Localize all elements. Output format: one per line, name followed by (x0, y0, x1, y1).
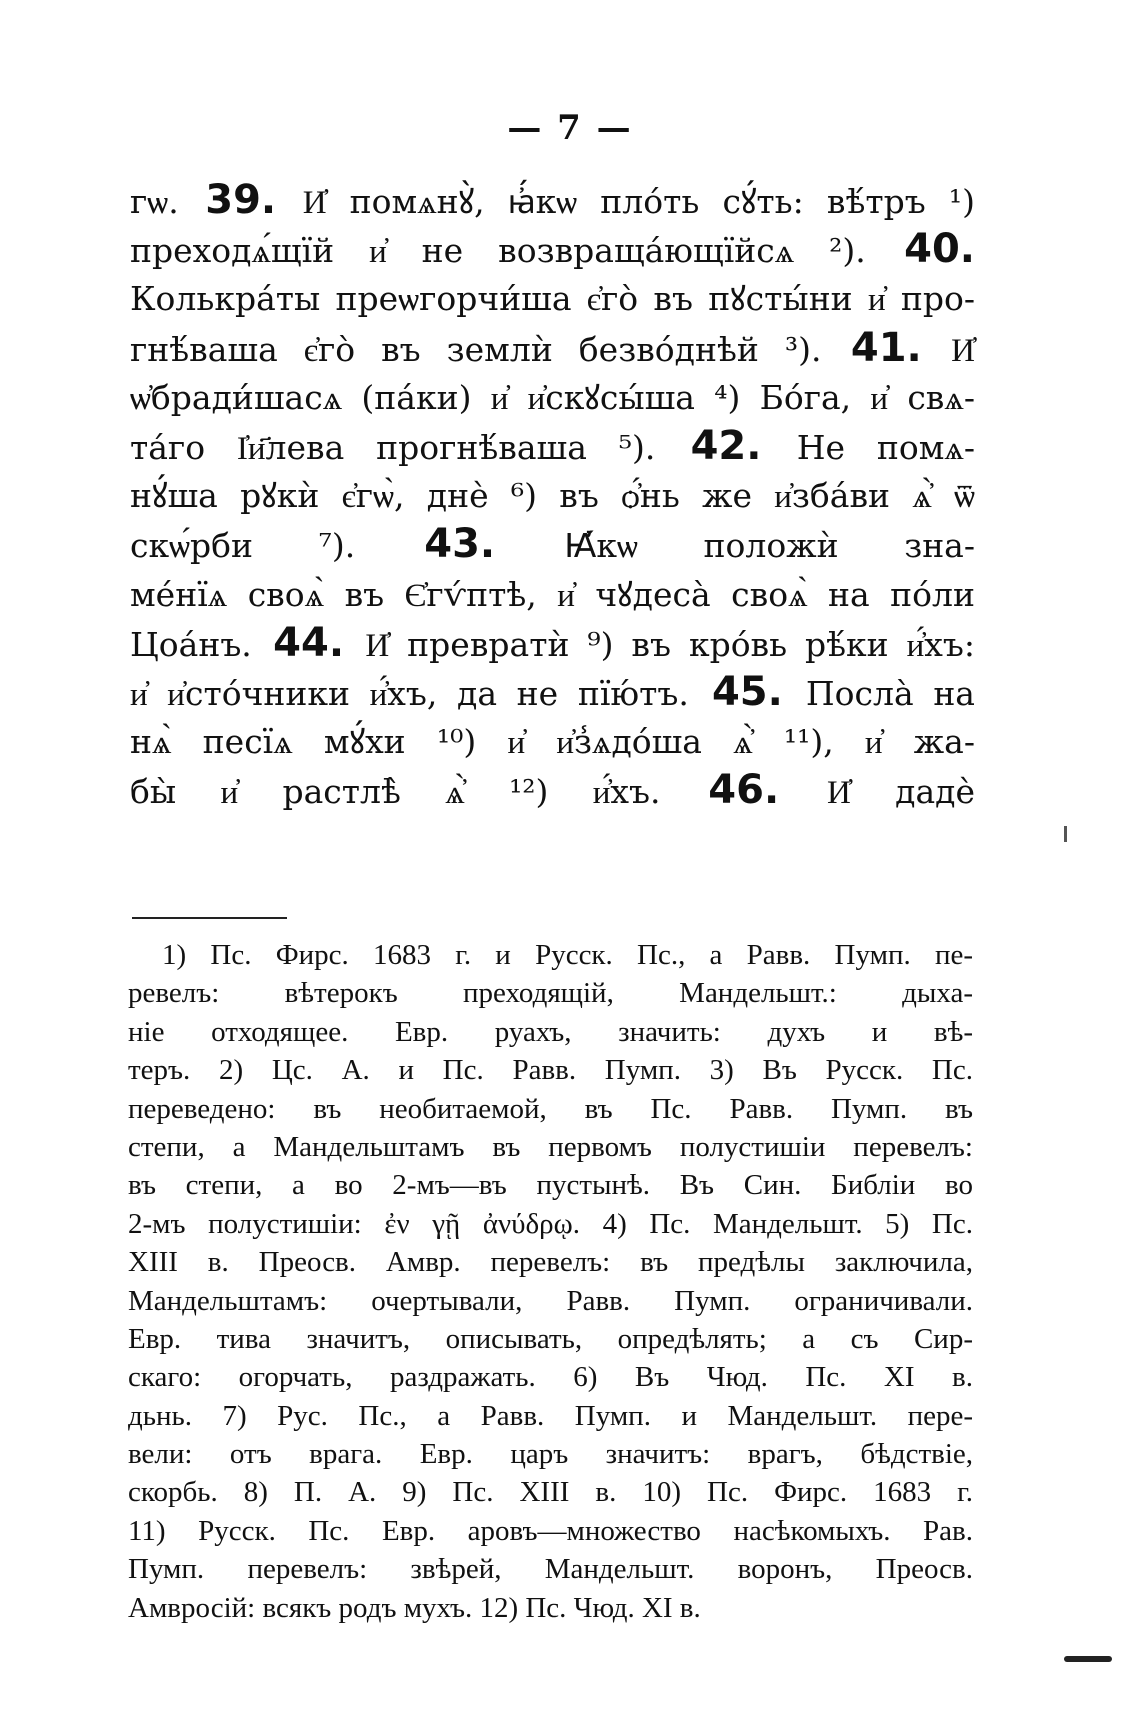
footnote-line: 2-мъ полустишіи: ἐν γῇ ἀνύδρῳ. 4) Пс. Мандельшт. 5) Пс. (128, 1207, 973, 1240)
footnote-line: дьнь. 7) Рус. Пс., а Равв. Пумп. и Мандельшт. пере- (128, 1399, 973, 1432)
footnote-line: XIII в. Преосв. Амвр. перевелъ: въ предѣлы заключила, (128, 1246, 973, 1279)
line-text: бы̀ и҆ растлѣ̀ ѧ҆̀ ¹²) и҆́хъ. (130, 772, 661, 812)
verse-number: 44. (251, 619, 366, 666)
footnote-line: въ степи, а во 2-мъ—въ пустынѣ. Въ Син. Библіи во (128, 1169, 973, 1202)
line-text: И҆ (951, 329, 975, 369)
line-text: скѡ́рби ⁷). (130, 526, 356, 566)
line-text: гнѣ́ваша є҆го̀ въ землѝ безво́днѣй ³). (130, 329, 822, 369)
footnote-line: степи, а Мандельштамъ въ первомъ полустишіи перевелъ: (128, 1130, 973, 1163)
verse-number: 43. (355, 521, 565, 568)
line-text: та́го І҆и҃лева прогнѣ́ваша ⁵). (130, 427, 656, 467)
text-line (130, 766, 975, 815)
verse-number: 45. (688, 668, 806, 715)
line-text: Посла̀ на (805, 673, 975, 713)
line-text: гѡ. (130, 182, 179, 221)
line-text: ѡ҆бради́шасѧ (па́ки) и҆ и҆скꙋсы́ша ⁴) Бо́га, и҆ свѧ- (130, 377, 975, 417)
line-text: и҆ и҆сто́чники и҆́хъ, да не пїю́тъ. (130, 673, 689, 713)
footnote-line: 11) Русск. Пс. Евр. аровъ—множество насѣкомыхъ. Рав. (128, 1514, 973, 1547)
verse-number: 39. (178, 177, 303, 223)
text-line (130, 422, 975, 471)
line-text: нѧ̀ песїѧ мꙋ́хи ¹⁰) и҆ и҆з̾ѧдо́ша ѧ҆̀ ¹¹), и҆ жа- (130, 722, 975, 762)
verse-number: 41. (821, 324, 952, 371)
verse-number: 42. (655, 422, 797, 469)
margin-mark (1064, 1656, 1112, 1662)
line-text: преходѧ́щїй и҆ не возвраща́ющїйсѧ ²). (130, 231, 866, 271)
line-text: Колькра́ты преѡгорчи́ша є҆го̀ въ пꙋсты́ни и҆ про- (130, 279, 975, 319)
verse-number: 46. (660, 767, 827, 814)
verse-number: 40. (865, 226, 975, 273)
footnote-line: ревелъ: вѣтерокъ преходящій, Мандельшт.: дыха- (128, 977, 973, 1010)
margin-tick (1064, 826, 1067, 842)
line-text: И҆ дадѐ (826, 772, 975, 812)
line-text: Цоа́нъ. (130, 624, 252, 664)
line-text: нꙋ́ша рꙋкѝ є҆гѡ̀, днѐ ⁶) въ ѻ҆́нь же и҆зба́ви ѧ҆̀ ѿ (130, 476, 975, 516)
text-line (130, 570, 975, 619)
footnotes (128, 936, 973, 1627)
text-line (130, 717, 975, 766)
text-line (130, 619, 975, 668)
footnote-line: Евр. тива значитъ, описывать, опредѣлять; а съ Сир- (128, 1322, 973, 1355)
line-text: ме́нїѧ своѧ̀ въ Є҆гѵ́птѣ, и҆ чꙋдеса̀ своѧ̀ на по́ли (130, 574, 975, 614)
text-line (130, 471, 975, 520)
text-line (130, 324, 975, 373)
line-text: И҆ помѧнꙋ̀, ꙗ҆́кѡ пло́ть сꙋ́ть: вѣ́тръ ¹) (302, 182, 975, 221)
text-line (130, 274, 975, 323)
text-line (130, 668, 975, 717)
text-line (130, 373, 975, 422)
footnote-line: Амвросій: всякъ родъ мухъ. 12) Пс. Чюд. XI в. (128, 1591, 701, 1624)
footnote-line: 1) Пс. Фирс. 1683 г. и Русск. Пс., а Равв. Пумп. пе- (162, 939, 973, 971)
footnote-line: теръ. 2) Цс. А. и Пс. Равв. Пумп. 3) Въ Русск. Пс. (128, 1054, 973, 1087)
footnote-line: Пумп. перевелъ: звѣрей, Мандельшт. воронъ, Преосв. (128, 1553, 973, 1586)
footnote-line: переведено: въ необитаемой, въ Пс. Равв. Пумп. въ (128, 1092, 973, 1125)
line-text: И҆ превратѝ ⁹) въ кро́вь рѣ́ки и҆́хъ: (365, 624, 975, 664)
text-line (130, 176, 975, 225)
psalm-text (130, 176, 975, 815)
text-line (130, 520, 975, 569)
page-number: — 7 — (507, 108, 633, 148)
footnote-line: вели: отъ врага. Евр. царъ значитъ: врагъ, бѣдствіе, (128, 1438, 973, 1471)
text-line (130, 225, 975, 274)
footnote-line: скорбь. 8) П. А. 9) Пс. XIII в. 10) Пс. Фирс. 1683 г. (128, 1476, 973, 1509)
footnote-divider (132, 917, 287, 919)
line-text: Ꙗ҆́кѡ положѝ зна- (564, 526, 976, 566)
line-text: Не помѧ- (796, 427, 975, 467)
footnote-line: Мандельштамъ: очертывали, Равв. Пумп. ограничивали. (128, 1284, 973, 1317)
footnote-line: скаго: огорчать, раздражать. 6) Въ Чюд. Пс. XI в. (128, 1361, 973, 1394)
footnote-line: ніе отходящее. Евр. руахъ, значить: духъ и вѣ- (128, 1015, 973, 1048)
